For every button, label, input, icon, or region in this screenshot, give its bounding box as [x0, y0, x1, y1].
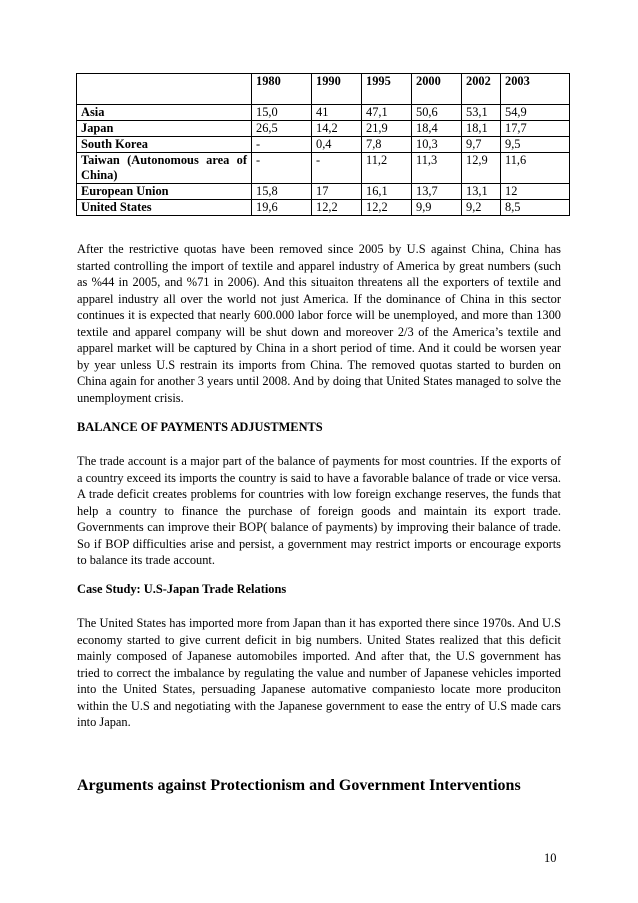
- table-cell: 53,1: [462, 105, 501, 121]
- table-cell: 12,2: [362, 200, 412, 216]
- row-label: South Korea: [77, 137, 252, 153]
- table-cell: 15,8: [252, 184, 312, 200]
- table-cell: 0,4: [312, 137, 362, 153]
- table-cell: 9,7: [462, 137, 501, 153]
- table-cell: 11,3: [412, 153, 462, 184]
- table-row: [77, 121, 570, 137]
- table-row: [77, 153, 570, 184]
- table-header-cell: 2002: [462, 74, 501, 105]
- table-header-row: [77, 74, 570, 105]
- table-header-cell: 2000: [412, 74, 462, 105]
- row-label: Asia: [77, 105, 252, 121]
- table-cell: 13,7: [412, 184, 462, 200]
- table-cell: 16,1: [362, 184, 412, 200]
- table-cell: 47,1: [362, 105, 412, 121]
- table-cell: 21,9: [362, 121, 412, 137]
- table-cell: 9,5: [501, 137, 570, 153]
- table-cell: 12,2: [312, 200, 362, 216]
- table-row: [77, 105, 570, 121]
- table-cell: 13,1: [462, 184, 501, 200]
- table-cell: 12,9: [462, 153, 501, 184]
- section-heading-case-study: Case Study: U.S-Japan Trade Relations: [77, 582, 287, 596]
- table-cell: 12: [501, 184, 570, 200]
- table-cell: 9,9: [412, 200, 462, 216]
- table-cell: -: [252, 137, 312, 153]
- table-cell: 9,2: [462, 200, 501, 216]
- section-heading-arguments: Arguments against Protectionism and Government Interventions: [77, 777, 521, 794]
- table-cell: 11,2: [362, 153, 412, 184]
- paragraph-china-quotas: After the restrictive quotas have been removed since 2005 by U.S against China, China has started controlling the import of textile and apparel industry of America by great numbers (such as %44 in 2005, and %71 in 2006). And this situaiton threatens all the exporters of textile and apparel industry all over the world not just America. If the dominance of China in this sector continues it is expected that nearly 600.000 labor force will be unemployed, and more than 1300 textile and apparel company will be shut down and moreover 2/3 of the America’s textile and apparel market will be captured by China in a short period of time. And it could be worsen year by year unless U.S restrain its imports from China. The removed quotas started to burden on China again for another 3 years until 2008. And by doing that United States managed to solve the unemployment crisis.: [77, 242, 561, 405]
- table-cell: -: [252, 153, 312, 184]
- table-header-cell: 1990: [312, 74, 362, 105]
- table-header-cell: 2003: [501, 74, 570, 105]
- table-cell: 54,9: [501, 105, 570, 121]
- table-cell: 7,8: [362, 137, 412, 153]
- table-cell: 15,0: [252, 105, 312, 121]
- row-label: Japan: [77, 121, 252, 137]
- table-cell: 50,6: [412, 105, 462, 121]
- table-row: [77, 137, 570, 153]
- table-cell: 14,2: [312, 121, 362, 137]
- row-label: Taiwan (Autonomous area of China): [77, 153, 252, 184]
- table-row: [77, 184, 570, 200]
- table-cell: 18,1: [462, 121, 501, 137]
- table-cell: 17: [312, 184, 362, 200]
- table-header-cell: 1995: [362, 74, 412, 105]
- table-cell: 19,6: [252, 200, 312, 216]
- page-number: 10: [544, 851, 557, 865]
- paragraph-trade-account: The trade account is a major part of the balance of payments for most countries. If the exports of a country exceed its imports the country is said to have a favorable balance of trade or vice versa. A trade deficit creates problems for countries with low foreign exchange reserves, the funds that help a country to finance the purchase of foreign goods and maintain its export trade. Governments can improve their BOP( balance of payments) by improving their balance of trade. So if BOP difficulties arise and persist, a government may restrict imports or encourage exports to balance its trade account.: [77, 454, 561, 567]
- table-cell: 10,3: [412, 137, 462, 153]
- table-cell: -: [312, 153, 362, 184]
- table-cell: 41: [312, 105, 362, 121]
- section-heading-bop: BALANCE OF PAYMENTS ADJUSTMENTS: [77, 420, 323, 434]
- row-label: European Union: [77, 184, 252, 200]
- table-cell: 17,7: [501, 121, 570, 137]
- imports-share-table: [76, 73, 570, 216]
- table-cell: 26,5: [252, 121, 312, 137]
- paragraph-us-japan: The United States has imported more from Japan than it has exported there since 1970s. And U.S economy started to give current deficit in big numbers. United States realized that this deficit mainly composed of Japanese automobiles imported. And after that, the U.S government has tried to correct the imbalance by regulating the value and number of Japanese vehicles imported into the United States, persuading Japanese automative companiesto locate more produciton within the U.S and negotiating with the Japanese government to ease the entry of U.S made cars into Japan.: [77, 616, 561, 729]
- table-header-cell: [77, 74, 252, 105]
- table-header-cell: 1980: [252, 74, 312, 105]
- table-row: [77, 200, 570, 216]
- table-cell: 18,4: [412, 121, 462, 137]
- table-cell: 11,6: [501, 153, 570, 184]
- table-cell: 8,5: [501, 200, 570, 216]
- row-label: United States: [77, 200, 252, 216]
